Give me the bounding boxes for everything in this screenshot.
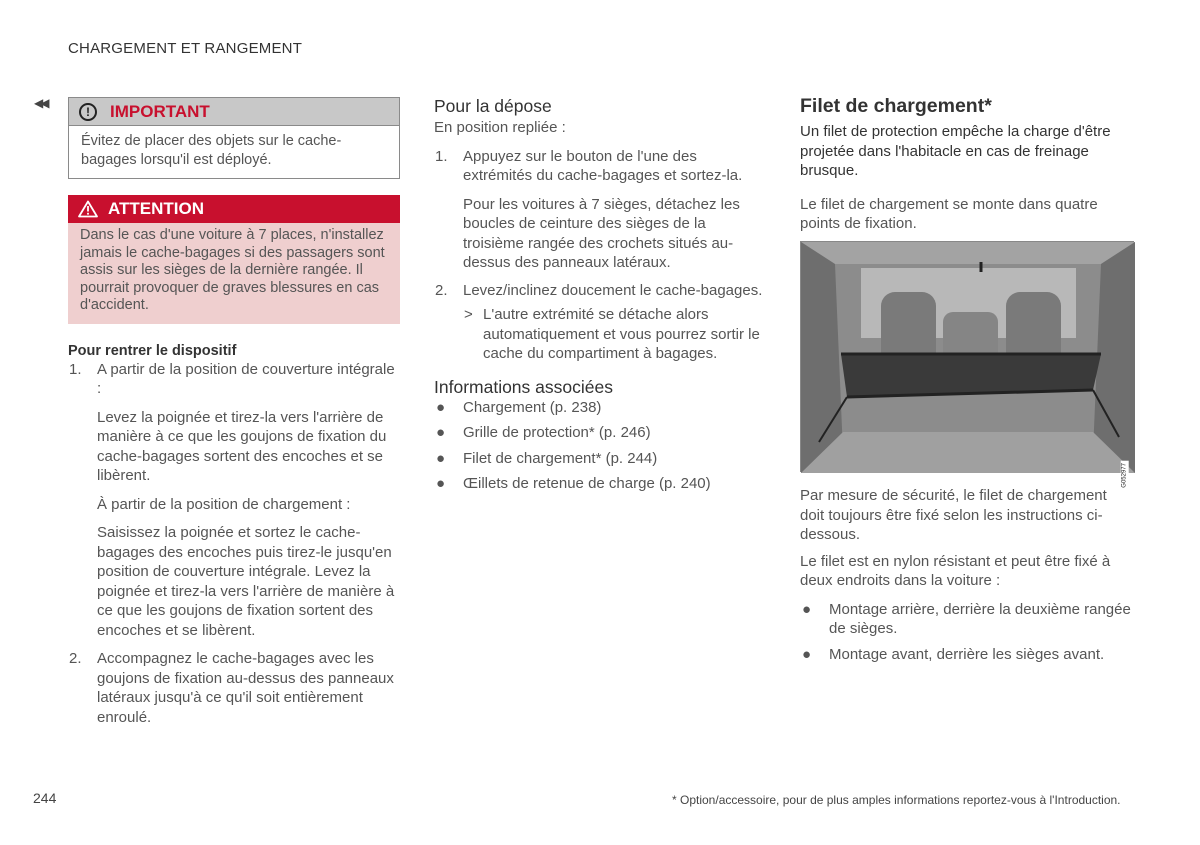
infos-link[interactable] [434,449,769,469]
infos-link[interactable] [434,474,769,494]
rentrer-step-1-para-2: À partir de la position de chargement : [97,495,351,513]
link-text[interactable]: Filet de chargement* (p. 244) [463,449,658,467]
attention-box [68,195,400,324]
depose-step-1 [434,147,769,186]
bullet-dot: ● [436,475,446,492]
rentrer-step-1-para-1: Levez la poignée et tirez-la vers l'arrière de manière à ce que les goujons de fixation du cache-bagages sortent des encoches et se libèrent. [97,408,387,484]
filet-p1: Le filet de chargement se monte dans quatre points de fixation. [800,195,1098,232]
cargo-net-drawing [801,242,1135,473]
bullet-dot: ● [436,398,446,416]
step-number: 2. [435,281,448,299]
rentrer-step-1 [68,360,400,399]
back-arrows-icon[interactable]: ◀◀ [34,96,47,110]
rentrer-heading: Pour rentrer le dispositif [68,342,237,359]
depose-step-2 [434,281,769,301]
column-right-lower [800,486,1134,664]
column-middle [434,95,769,494]
attention-text: Dans le cas d'une voiture à 7 places, n'installez jamais le cache-bagages si des passagers sont assis sur les sièges de la dernière rangée. Il pourrait provoquer de graves blessures en cas d'accident. [80,227,385,313]
footnote: * Option/accessoire, pour de plus amples informations reportez-vous à l'Introduction. [672,793,1121,807]
bullet-dot: ● [436,449,446,467]
column-right [800,94,1134,234]
bullet-dot: ● [802,645,812,663]
important-text: Évitez de placer des objets sur le cache-bagages lorsqu'il est déployé. [81,133,342,168]
attention-header [68,195,400,223]
bullet-text: Montage arrière, derrière la deuxième rangée de sièges. [829,600,1131,637]
filet-bullet [800,645,1134,665]
filet-lead: Un filet de protection empêche la charge d'être projetée dans l'habitacle en cas de freinage brusque. [800,123,1111,179]
step-text: Appuyez sur le bouton de l'une des extrémités du cache-bagages et sortez-la. [463,147,743,184]
step-number: 1. [69,360,82,378]
bullet-dot: ● [436,424,446,441]
link-text[interactable]: Œillets de retenue de charge (p. 240) [463,475,711,492]
section-header: CHARGEMENT ET RANGEMENT [68,40,303,57]
link-text[interactable]: Chargement (p. 238) [463,398,602,416]
important-title: IMPORTANT [110,101,210,121]
depose-step-1-para: Pour les voitures à 7 sièges, détachez les boucles de ceinture des sièges de la troisième rangée des crochets situés au-dessus des panneaux latéraux. [463,195,740,271]
rentrer-step-2 [68,649,400,727]
step-text: Levez/inclinez doucement le cache-bagages. [463,281,763,299]
result-marker: > [464,306,473,323]
exclamation-circle-icon: ! [79,103,97,121]
cargo-net-illustration [800,241,1134,488]
warning-triangle-icon [78,200,98,218]
bullet-dot: ● [802,600,812,618]
filet-heading: Filet de chargement* [800,95,992,117]
important-box [68,97,400,179]
result-text: L'autre extrémité se détache alors automatiquement et vous pourrez sortir le cache du compartiment à bagages. [483,306,760,362]
attention-title: ATTENTION [108,199,205,218]
infos-link[interactable] [434,423,769,443]
filet-bullet [800,600,1134,639]
step-text: Accompagnez le cache-bagages avec les goujons de fixation au-dessus des panneaux latéraux jusqu'à ce qu'il soit entièrement enroulé. [97,650,394,726]
filet-p3: Le filet est en nylon résistant et peut être fixé à deux endroits dans la voiture : [800,552,1111,589]
step-text: A partir de la position de couverture intégrale : [97,360,395,397]
bullet-text: Montage avant, derrière les sièges avant. [829,645,1105,663]
infos-heading: Informations associées [434,376,613,397]
link-text[interactable]: Grille de protection* (p. 246) [463,424,651,441]
image-reference-code: G052977 [1122,463,1128,488]
column-left [68,97,400,727]
depose-step-2-result [434,305,769,364]
important-header [69,98,399,126]
depose-intro: En position repliée : [434,119,566,136]
step-number: 2. [69,650,82,667]
rentrer-step-1-para-3: Saisissez la poignée et sortez le cache-bagages des encoches puis tirez-le jusqu'en position de couverture intégrale. Levez la poignée et tirez-la vers l'arrière de manière à ce que les goujons de fixation sortent des encoches et se libèrent. [97,524,395,639]
filet-p2: Par mesure de sécurité, le filet de chargement doit toujours être fixé selon les instructions ci-dessous. [800,487,1107,543]
infos-link[interactable] [434,398,769,418]
page-number: 244 [33,790,57,806]
step-number: 1. [435,147,448,165]
depose-heading: Pour la dépose [434,96,552,116]
